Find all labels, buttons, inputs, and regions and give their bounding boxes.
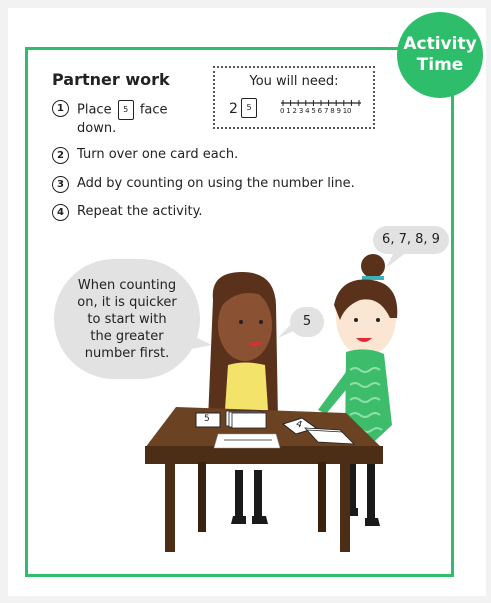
step-number: 4 xyxy=(52,204,69,221)
step-2-text: Turn over one card each. xyxy=(77,147,239,162)
number-line-labels: 0 1 2 3 4 5 6 7 8 9 10 xyxy=(280,107,352,115)
speech-bubble-right xyxy=(373,226,449,254)
step-number: 1 xyxy=(52,100,69,117)
step-1-text-before: Place xyxy=(77,102,112,118)
bubble-line-4: the greater xyxy=(90,328,164,344)
step-number: 2 xyxy=(52,147,69,164)
step-3-text: Add by counting on using the number line. xyxy=(77,176,355,191)
bubble-right-text: 6, 7, 8, 9 xyxy=(382,232,440,247)
number-card-icon: 5 xyxy=(118,100,134,120)
section-heading: Partner work xyxy=(52,70,170,89)
table-card-right-value: 4 xyxy=(294,419,304,431)
step-1-text-after: face xyxy=(139,102,168,118)
bubble-line-2: on, it is quicker xyxy=(77,294,177,310)
step-4-text: Repeat the activity. xyxy=(77,204,203,219)
speech-bubble-small xyxy=(290,307,324,337)
badge-line-2: Time xyxy=(416,55,464,75)
bubble-small-text: 5 xyxy=(302,314,312,329)
table-card-left-value: 5 xyxy=(204,414,210,424)
bubble-line-1: When counting xyxy=(77,277,177,293)
number-card-icon: 5 xyxy=(241,98,257,118)
bubble-line-5: number first. xyxy=(84,345,170,361)
speech-bubble-left xyxy=(54,259,200,379)
you-will-need-title: You will need: xyxy=(249,74,339,89)
step-1-text-line2: down. xyxy=(77,121,117,136)
you-will-need-count: 2 xyxy=(229,101,238,117)
bubble-line-3: to start with xyxy=(87,311,167,327)
badge-line-1: Activity xyxy=(403,34,477,54)
step-number: 3 xyxy=(52,176,69,193)
